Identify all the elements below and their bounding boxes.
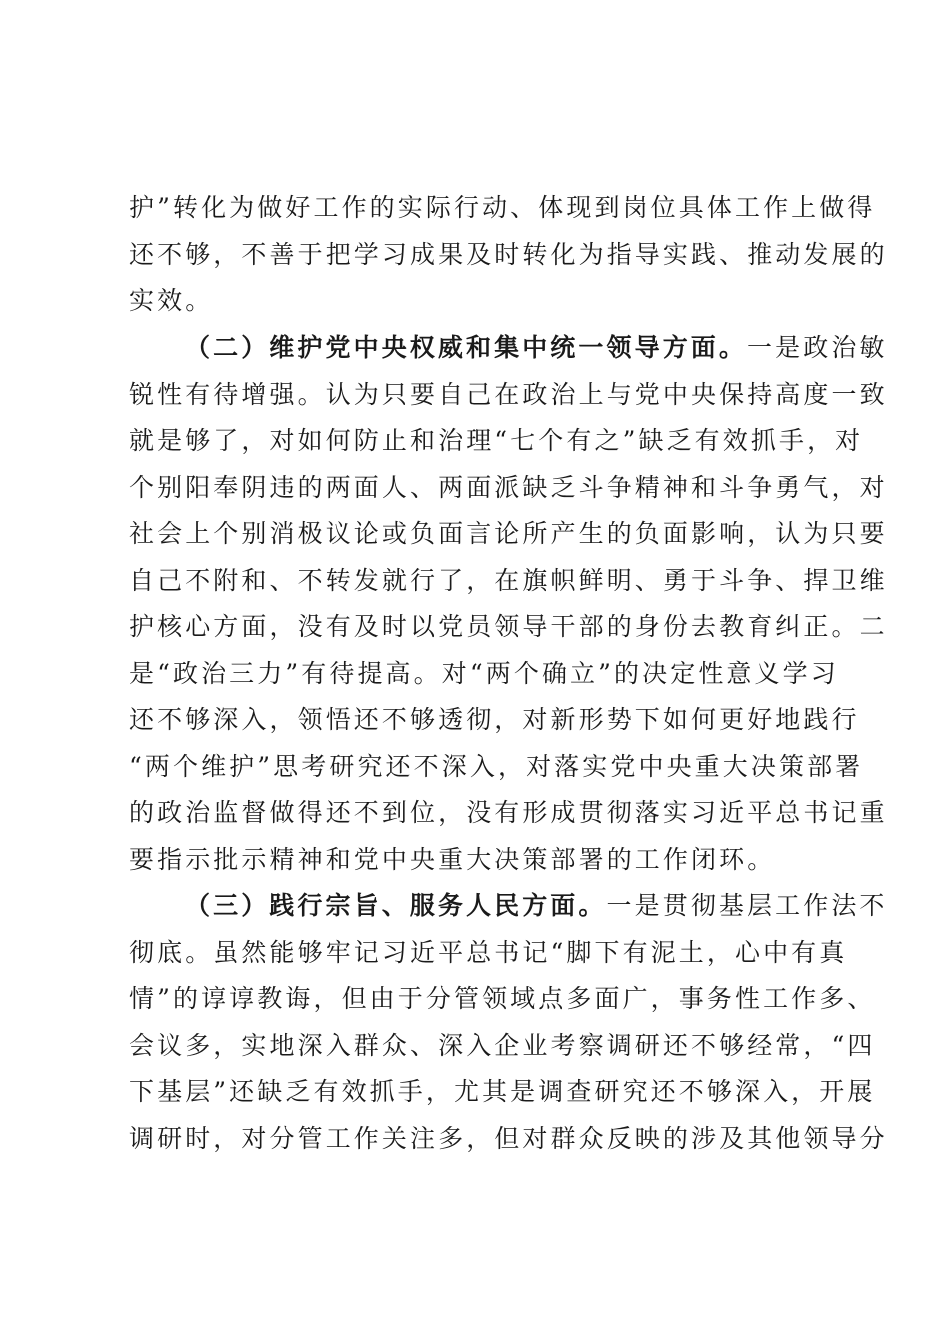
paragraph-2-line-2: 锐性有待增强。认为只要自己在政治上与党中央保持高度一致 — [129, 380, 888, 409]
paragraph-1-line-1: 护”转化为做好工作的实际行动、体现到岗位具体工作上做得 — [129, 193, 876, 222]
paragraph-2-line-1 — [185, 330, 888, 366]
paragraph-2-line-5: 社会上个别消极议论或负面言论所产生的负面影响，认为只要 — [129, 519, 888, 548]
paragraph-2-line-4: 个别阳奉阴违的两面人、两面派缺乏斗争精神和斗争勇气，对 — [129, 473, 888, 502]
paragraph-2-line-3: 就是够了，对如何防止和治理“七个有之”缺乏有效抓手，对 — [129, 426, 864, 455]
paragraph-2-line-7: 护核心方面，没有及时以党员领导干部的身份去教育纠正。二 — [129, 612, 888, 641]
paragraph-3-line-5: 下基层”还缺乏有效抓手，尤其是调查研究还不够深入，开展 — [129, 1077, 876, 1106]
paragraph-3-line-2: 彻底。虽然能够牢记习近平总书记“脚下有泥土，心中有真 — [129, 938, 848, 967]
paragraph-2-line-6: 自己不附和、不转发就行了，在旗帜鲜明、勇于斗争、捍卫维 — [129, 566, 888, 595]
section-heading-2: （二）维护党中央权威和集中统一领导方面。 — [185, 333, 748, 362]
paragraph-2-line-11: 的政治监督做得还不到位，没有形成贯彻落实习近平总书记重 — [129, 798, 888, 827]
paragraph-3-line-4: 会议多，实地深入群众、深入企业考察调研还不够经常，“四 — [129, 1031, 876, 1060]
paragraph-3-line-1-text: 一是贯彻基层工作法不 — [606, 891, 888, 920]
section-heading-3: （三）践行宗旨、服务人民方面。 — [185, 891, 607, 920]
paragraph-2-line-1-text: 一是政治敏 — [747, 333, 888, 362]
paragraph-1-line-3: 实效。 — [129, 286, 214, 315]
paragraph-2-line-12: 要指示批示精神和党中央重大决策部署的工作闭环。 — [129, 845, 776, 874]
paragraph-3-line-3: 情”的谆谆教诲，但由于分管领域点多面广，事务性工作多、 — [129, 984, 876, 1013]
paragraph-2-line-10: “两个维护”思考研究还不深入，对落实党中央重大决策部署 — [129, 752, 864, 781]
paragraph-2-line-8: 是“政治三力”有待提高。对“两个确立”的决定性意义学习 — [129, 659, 839, 688]
paragraph-2-line-9: 还不够深入，领悟还不够透彻，对新形势下如何更好地践行 — [129, 705, 860, 734]
paragraph-1-line-2: 还不够，不善于把学习成果及时转化为指导实践、推动发展的 — [129, 240, 888, 269]
paragraph-3-line-1 — [185, 888, 888, 924]
paragraph-3-line-6: 调研时，对分管工作关注多，但对群众反映的涉及其他领导分 — [129, 1124, 888, 1153]
